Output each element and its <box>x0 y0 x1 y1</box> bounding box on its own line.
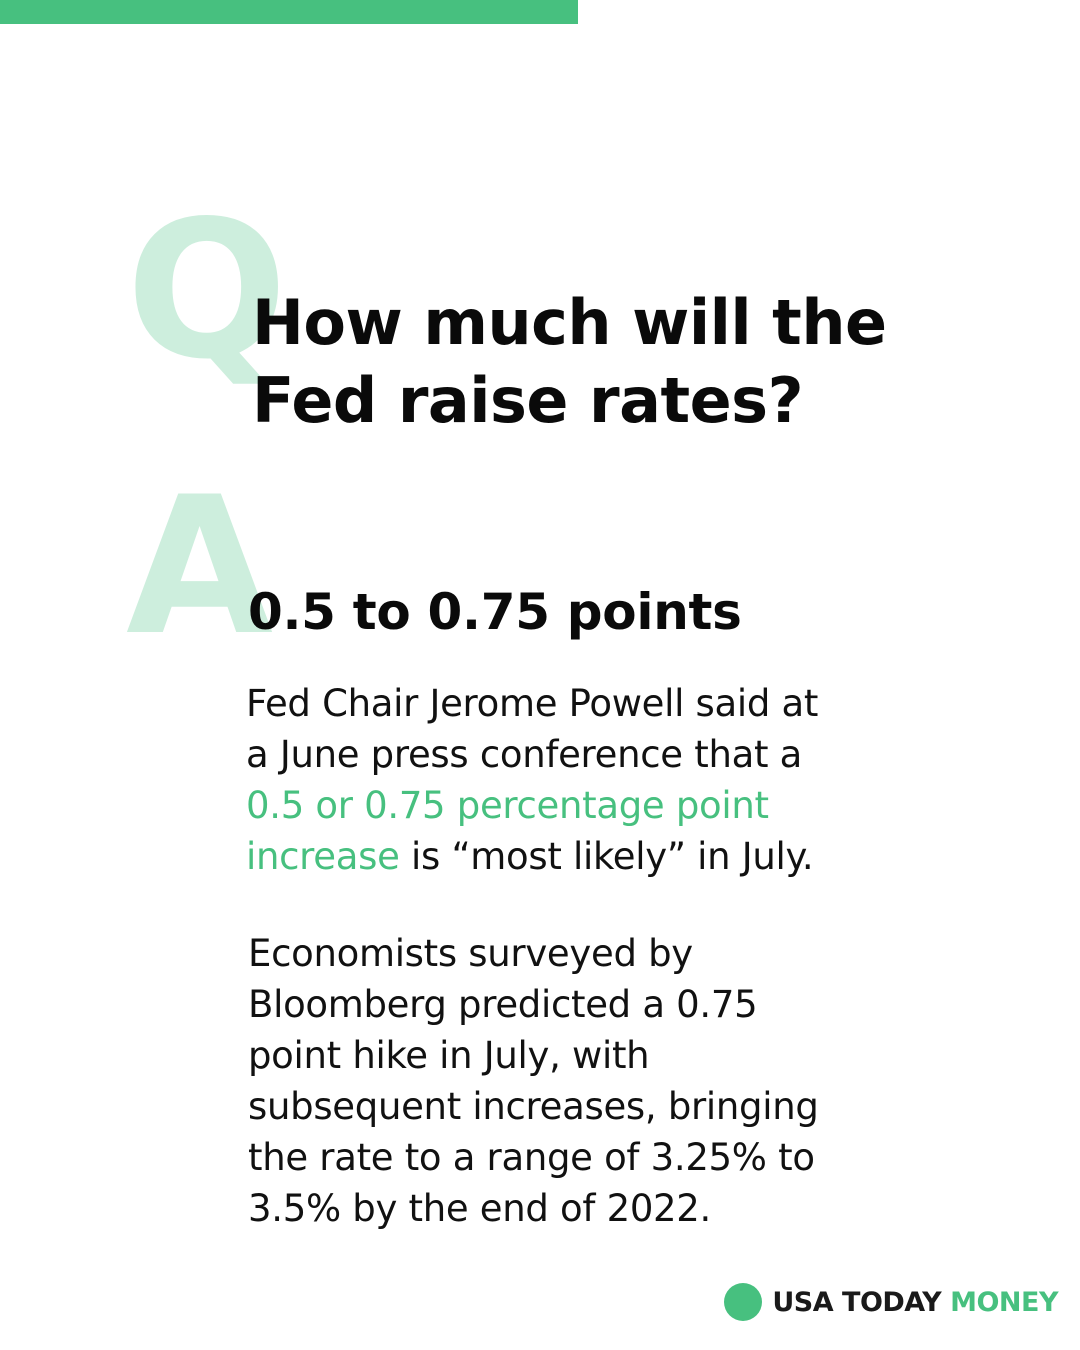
brand-logo <box>724 1282 1058 1322</box>
question-line-1: How much will the <box>252 286 887 359</box>
question-heading <box>252 284 952 440</box>
answer-paragraph-1 <box>246 678 926 882</box>
para2-line: Economists surveyed by <box>248 932 693 975</box>
a-letter-watermark: A <box>126 456 270 677</box>
brand-section: MONEY <box>950 1286 1058 1318</box>
q-letter-watermark: Q <box>126 180 284 401</box>
para2-line: point hike in July, with <box>248 1034 650 1077</box>
para1-line-2: a June press conference that a <box>246 733 803 776</box>
para2-line: the rate to a range of 3.25% to <box>248 1136 815 1179</box>
answer-headline: 0.5 to 0.75 points <box>248 583 742 641</box>
para1-line-4-rest: is “most likely” in July. <box>399 835 814 878</box>
para1-highlight-line-1: 0.5 or 0.75 percentage point <box>246 784 769 827</box>
brand-name: USA TODAY <box>772 1286 942 1318</box>
answer-paragraph-2 <box>248 928 928 1234</box>
top-accent-bar <box>0 0 578 24</box>
para2-line: subsequent increases, bringing <box>248 1085 819 1128</box>
brand-wordmark <box>772 1286 1058 1318</box>
para2-line: 3.5% by the end of 2022. <box>248 1187 711 1230</box>
para1-line-1: Fed Chair Jerome Powell said at <box>246 682 819 725</box>
green-circle-logo-icon <box>724 1283 762 1321</box>
para2-line: Bloomberg predicted a 0.75 <box>248 983 758 1026</box>
para1-highlight-line-2: increase <box>246 835 400 878</box>
question-line-2: Fed raise rates? <box>252 364 804 437</box>
